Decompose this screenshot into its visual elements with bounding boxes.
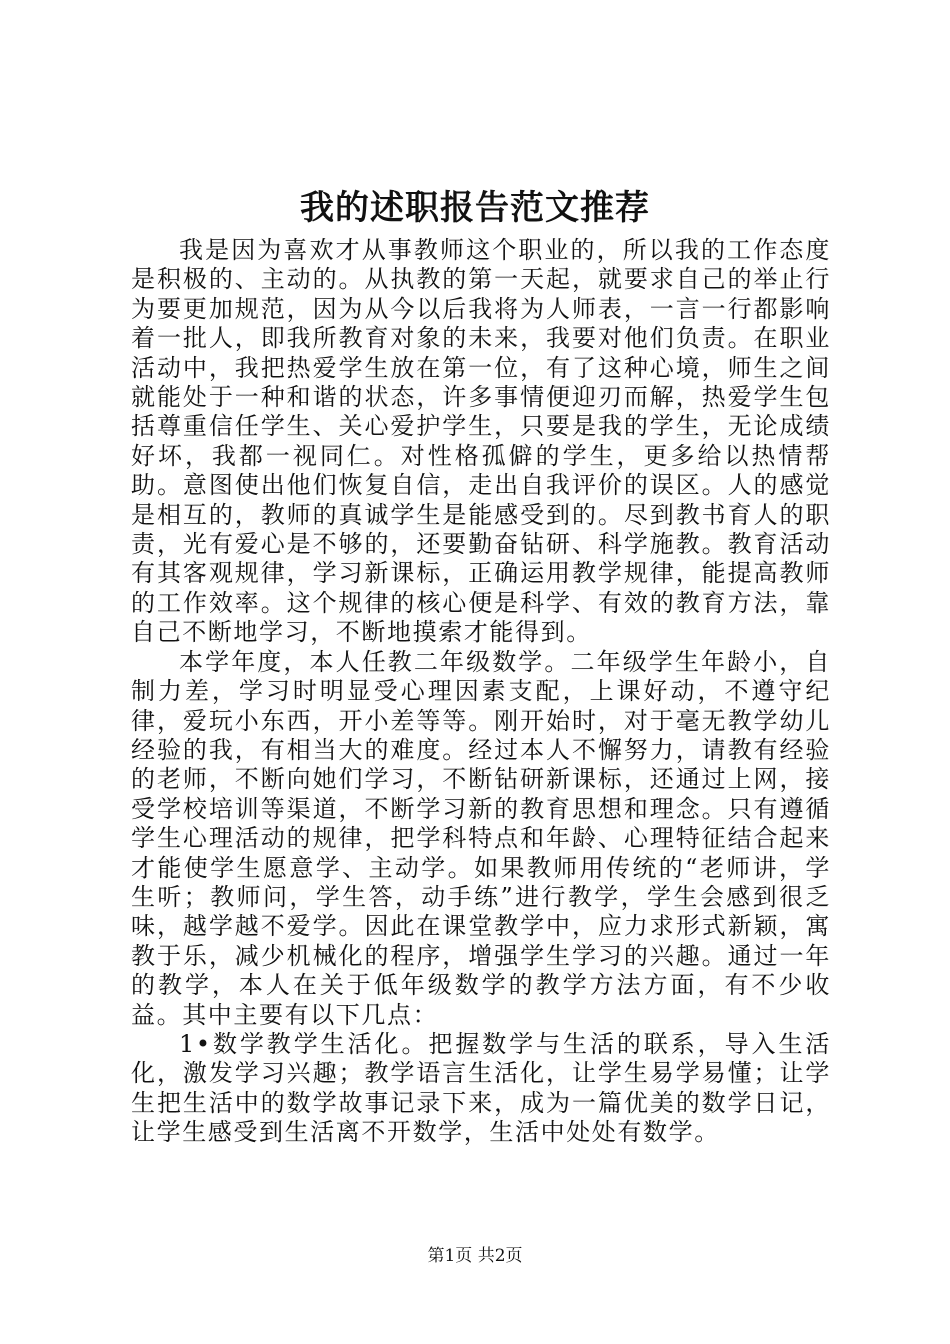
paragraph-3: 1•数学教学生活化。把握数学与生活的联系，导入生活化，激发学习兴趣；教学语言生活化，让学生易学易懂；让学生把生活中的数学故事记录下来，成为一篇优美的数学日记，让学生感受到生活离不开数学，生活中处处有数学。 (131, 1029, 831, 1147)
paragraph-1: 我是因为喜欢才从事教师这个职业的，所以我的工作态度是积极的、主动的。从执教的第一天起，就要求自己的举止行为要更加规范，因为从今以后我将为人师表，一言一行都影响着一批人，即我所教育对象的未来，我要对他们负责。在职业活动中，我把热爱学生放在第一位，有了这种心境，师生之间就能处于一种和谐的状态，许多事情便迎刃而解，热爱学生包括尊重信任学生、关心爱护学生，只要是我的学生，无论成绩好坏，我都一视同仁。对性格孤僻的学生，更多给以热情帮助。意图使出他们恢复自信，走出自我评价的误区。人的感觉是相互的，教师的真诚学生是能感受到的。尽到教书育人的职责，光有爱心是不够的，还要勤奋钻研、科学施教。教育活动有其客观规律，学习新课标，正确运用教学规律，能提高教师的工作效率。这个规律的核心便是科学、有效的教育方法，靠自己不断地学习，不断地摸索才能得到。 (131, 236, 831, 647)
document-title: 我的述职报告范文推荐 (300, 188, 650, 228)
document-body (131, 236, 831, 1148)
paragraph-2: 本学年度，本人任教二年级数学。二年级学生年龄小，自制力差，学习时明显受心理因素支配，上课好动，不遵守纪律，爱玩小东西，开小差等等。刚开始时，对于毫无教学幼儿经验的我，有相当大的难度。经过本人不懈努力，请教有经验的老师，不断向她们学习，不断钻研新课标，还通过上网，接受学校培训等渠道，不断学习新的教育思想和理念。只有遵循学生心理活动的规律，把学科特点和年龄、心理特征结合起来才能使学生愿意学、主动学。如果教师用传统的“老师讲，学生听；教师问，学生答，动手练”进行教学，学生会感到很乏味，越学越不爱学。因此在课堂教学中，应力求形式新颖，寓教于乐，减少机械化的程序，增强学生学习的兴趣。通过一年的教学，本人在关于低年级数学的教学方法方面，有不少收益。其中主要有以下几点： (131, 647, 831, 1029)
page-footer: 第1页 共2页 (427, 1246, 523, 1266)
